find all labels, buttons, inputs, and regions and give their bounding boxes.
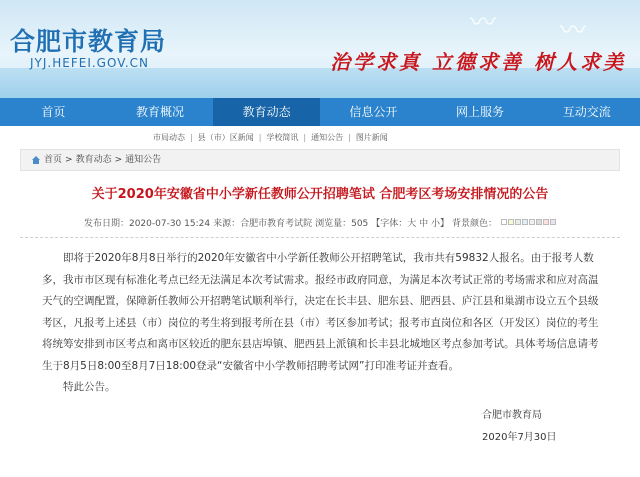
subnav-divider: | xyxy=(303,133,307,142)
subnav-school-briefs[interactable]: 学校简讯 xyxy=(266,133,299,142)
site-banner xyxy=(0,0,640,98)
bg-color-label: 背景颜色： xyxy=(452,219,498,229)
article-source: 来源：合肥市教育考试院 xyxy=(213,219,313,229)
site-url: JYJ.HEFEI.GOV.CN xyxy=(30,56,150,70)
bg-color-swatch[interactable] xyxy=(543,219,549,225)
subnav-divider: | xyxy=(348,133,351,142)
subnav-city-news[interactable]: 市局动态 xyxy=(153,133,185,142)
bird-decoration-icon: 〰 xyxy=(470,8,497,38)
article-signature xyxy=(482,405,620,449)
home-icon xyxy=(31,155,41,165)
bg-color-swatch[interactable] xyxy=(508,219,514,225)
nav-home[interactable]: 首页 xyxy=(41,105,66,119)
bg-color-swatch[interactable] xyxy=(550,219,556,225)
sub-nav xyxy=(0,126,640,149)
sign-date: 2020年7月30日 xyxy=(482,431,557,443)
signer-name: 合肥市教育局 xyxy=(482,409,542,421)
bird-decoration-icon: 〰 xyxy=(560,16,587,46)
article-title: 关于2020年安徽省中小学新任教师公开招聘笔试 合肥考区考场安排情况的公告 xyxy=(91,187,549,202)
nav-interaction[interactable]: 互动交流 xyxy=(562,105,611,119)
bg-color-swatch[interactable] xyxy=(515,219,521,225)
article xyxy=(20,183,620,449)
subnav-divider: | xyxy=(258,133,262,142)
nav-education-news[interactable]: 教育动态 xyxy=(213,98,320,126)
nav-online-service[interactable]: 网上服务 xyxy=(456,105,505,119)
breadcrumb xyxy=(20,149,620,171)
article-paragraph: 即将于2020年8月8日举行的2020年安徽省中小学新任教师公开招聘笔试，我市共有59832人报名。由于报考人数多，我市市区现有标准化考点已经无法满足本次考试需求。报经市政府同意，为满足本次考试正常的考场需求和应对高温天气的空调配置，保障新任教师公开招聘笔试顺利举行，决定在长丰县、肥东县、肥西县、庐江县和巢湖市设立五个县级考区，凡报考上述县（市）岗位的考生将到报考所在县（市）考区参加考试；报考市直岗位和各区（开发区）岗位的考生将统筹安排到市区考点和离市区较近的肥东县店埠镇、肥西县上派镇和长丰县北城地区考点参加考试。具体考场信息请考生于8月5日8:00至8月7日18:00登录“安徽省中小学教师招聘考试网”打印准考证并查看。 xyxy=(42,252,599,372)
bg-color-swatch[interactable] xyxy=(522,219,528,225)
main-nav xyxy=(0,98,640,126)
subnav-photo-news[interactable]: 图片新闻 xyxy=(355,133,388,142)
breadcrumb-notices[interactable]: 通知公告 xyxy=(125,155,162,165)
site-logo-name[interactable]: 合肥市教育局 xyxy=(10,27,167,56)
nav-education-overview[interactable]: 教育概况 xyxy=(136,105,185,119)
site-motto: 治学求真 立德求善 树人求美 xyxy=(330,50,626,74)
article-body xyxy=(20,248,620,399)
subnav-notices[interactable]: 通知公告 xyxy=(311,133,344,142)
view-count: 浏览量：505 xyxy=(315,219,369,229)
publish-date: 发布日期：2020-07-30 15:24 xyxy=(83,219,211,229)
bg-color-swatch[interactable] xyxy=(501,219,507,225)
subnav-county-news[interactable]: 县（市）区新闻 xyxy=(197,133,254,142)
bg-color-swatch[interactable] xyxy=(529,219,535,225)
bg-color-swatches xyxy=(500,218,556,228)
breadcrumb-education-news[interactable]: 教育动态 xyxy=(75,155,112,165)
bg-color-swatch[interactable] xyxy=(536,219,542,225)
font-size-controls[interactable]: 【字体：大 中 小】 xyxy=(371,219,450,229)
article-meta xyxy=(20,216,620,238)
breadcrumb-separator: > xyxy=(65,155,73,165)
nav-info-disclosure[interactable]: 信息公开 xyxy=(349,105,398,119)
subnav-divider: | xyxy=(190,133,193,142)
breadcrumb-separator: > xyxy=(114,155,123,165)
breadcrumb-home[interactable]: 首页 xyxy=(44,155,63,165)
article-paragraph: 特此公告。 xyxy=(63,381,116,393)
